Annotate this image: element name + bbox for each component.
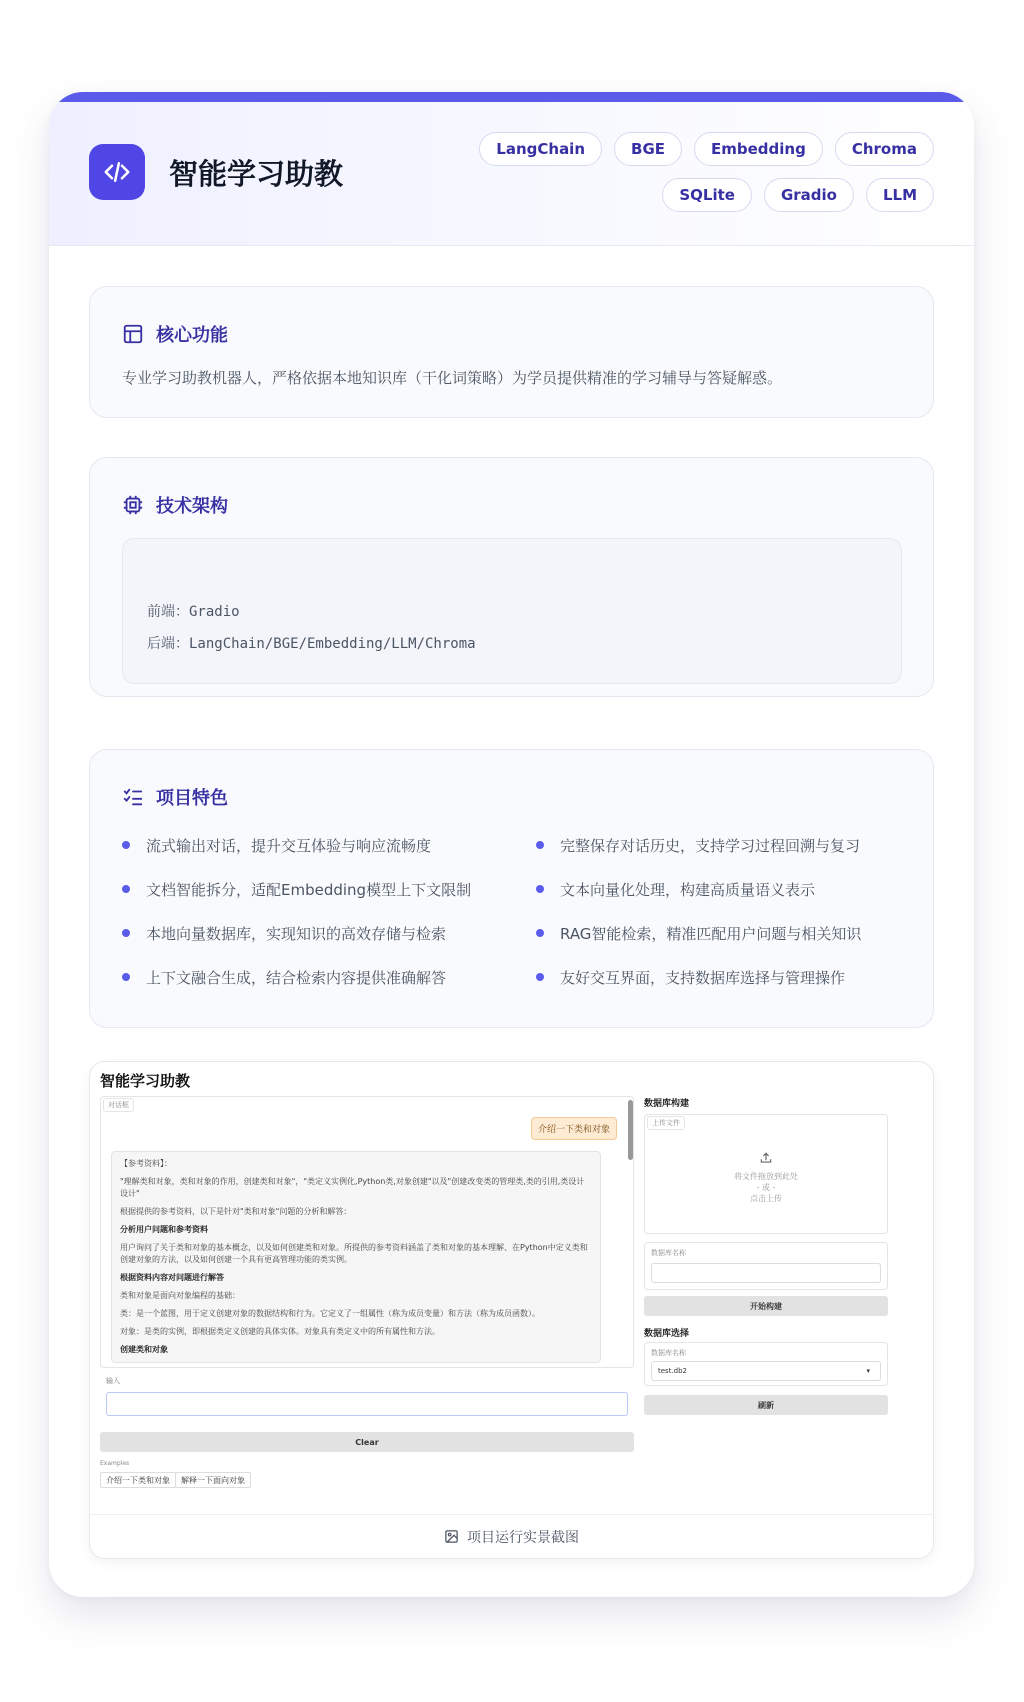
core-function-section [89, 286, 934, 418]
example-button[interactable]: 介绍一下类和对象 [100, 1472, 176, 1488]
project-card [49, 92, 974, 1597]
upload-drop-text: 将文件拖放到此处 [734, 1172, 798, 1181]
bot-message: 【参考资料】： "理解类和对象，类和对象的作用，创建类和对象"，"类定义实例化,Python类,对象创建"以及"创建改变类的管理类,类的引用,类设计设计" 根据提供的参考资料，以下是针对"类和对象"问题的分析和解答： 分析用户问题和参考资料 用户询问了关于类和对象的基本概念，以及如何创建类和对象。所提供的参考资料涵盖了类和对象的基本理解、在Python中定义类和创建对象的方法，以及如何创建一个具有更高管理功能的类实例。 根据资料内容对问题进行解答 类和对象是面向对象编程的基础： 类：是一个蓝图，用于定义创建对象的数据结构和行为。它定义了一组属性（称为成员变量）和方法（称为成员函数）。 对象：是类的实例，即根据类定义创建的具体实体。对象具有类定义中的所有属性和方法。 创建类和对象 [111, 1151, 601, 1363]
upload-or-text: - 或 - [756, 1183, 776, 1192]
tech-tag: Embedding [694, 132, 823, 166]
db-name-input[interactable] [651, 1263, 881, 1283]
card-header [49, 102, 974, 246]
list-check-icon [122, 786, 144, 808]
layout-icon [122, 323, 144, 345]
db-select-box [644, 1342, 888, 1386]
tech-tag: LangChain [479, 132, 602, 166]
build-title: 数据库构建 [644, 1099, 690, 1109]
tech-tag: LLM [866, 178, 934, 212]
build-button[interactable]: 开始构建 [644, 1296, 888, 1316]
arch-code-block [122, 538, 902, 684]
feature-item: 友好交互界面，支持数据库选择与管理操作 [536, 966, 912, 988]
example-button[interactable]: 解释一下面向对象 [175, 1472, 251, 1488]
tech-tag-list [414, 132, 934, 212]
feature-item: 文档智能拆分，适配Embedding模型上下文限制 [122, 878, 536, 900]
chatbot-label: 对话框 [103, 1098, 134, 1112]
db-name-label: 数据库名称 [651, 1249, 686, 1257]
user-message: 介绍一下类和对象 [531, 1117, 617, 1140]
feature-item: 文本向量化处理，构建高质量语义表示 [536, 878, 912, 900]
code-icon [89, 144, 145, 200]
tech-arch-section [89, 457, 934, 697]
feature-item: RAG智能检索，精准匹配用户问题与相关知识 [536, 922, 912, 944]
frontend-line: 前端：Gradio [147, 604, 240, 620]
page-title: 智能学习助教 [169, 157, 344, 191]
section-title: 核心功能 [156, 325, 228, 346]
screenshot-caption: 项目运行实景截图 [90, 1514, 933, 1558]
feature-item: 上下文融合生成，结合检索内容提供准确解答 [122, 966, 536, 988]
file-upload[interactable] [644, 1114, 888, 1234]
upload-click-text: 点击上传 [750, 1194, 782, 1203]
tech-tag: SQLite [662, 178, 752, 212]
db-select-dropdown[interactable]: test.db2 ▾ [651, 1361, 881, 1381]
app-title: 智能学习助教 [100, 1072, 191, 1090]
clear-button[interactable]: Clear [100, 1432, 634, 1452]
image-icon [444, 1529, 459, 1544]
feature-list [122, 834, 912, 988]
feature-item: 本地向量数据库，实现知识的高效存储与检索 [122, 922, 536, 944]
message-input[interactable] [106, 1392, 628, 1416]
db-select-label: 数据库名称 [651, 1349, 686, 1357]
chatbot-panel [100, 1096, 634, 1368]
input-label: 输入 [106, 1377, 120, 1385]
upload-label: 上传文件 [647, 1116, 685, 1130]
caret-down-icon: ▾ [866, 1367, 870, 1375]
section-title: 项目特色 [156, 788, 228, 809]
feature-item: 完整保存对话历史，支持学习过程回溯与复习 [536, 834, 912, 856]
core-description: 专业学习助教机器人，严格依据本地知识库（干化词策略）为学员提供精准的学习辅导与答疑解惑。 [122, 369, 783, 387]
features-section [89, 749, 934, 1028]
chat-scrollbar[interactable] [628, 1100, 633, 1160]
backend-line: 后端：LangChain/BGE/Embedding/LLM/Chroma [147, 636, 476, 652]
examples-label: Examples [100, 1460, 130, 1467]
tech-tag: BGE [614, 132, 682, 166]
refresh-button[interactable]: 刷新 [644, 1395, 888, 1415]
tech-tag: Chroma [835, 132, 934, 166]
section-title: 技术架构 [156, 496, 228, 517]
card-top-bar [49, 92, 974, 102]
upload-icon [759, 1151, 773, 1165]
db-name-box [644, 1242, 888, 1290]
feature-item: 流式输出对话，提升交互体验与响应流畅度 [122, 834, 536, 856]
select-title: 数据库选择 [644, 1329, 690, 1339]
app-screenshot [89, 1061, 934, 1559]
tech-tag: Gradio [764, 178, 854, 212]
cpu-icon [122, 494, 144, 516]
message-input-box [100, 1374, 634, 1424]
